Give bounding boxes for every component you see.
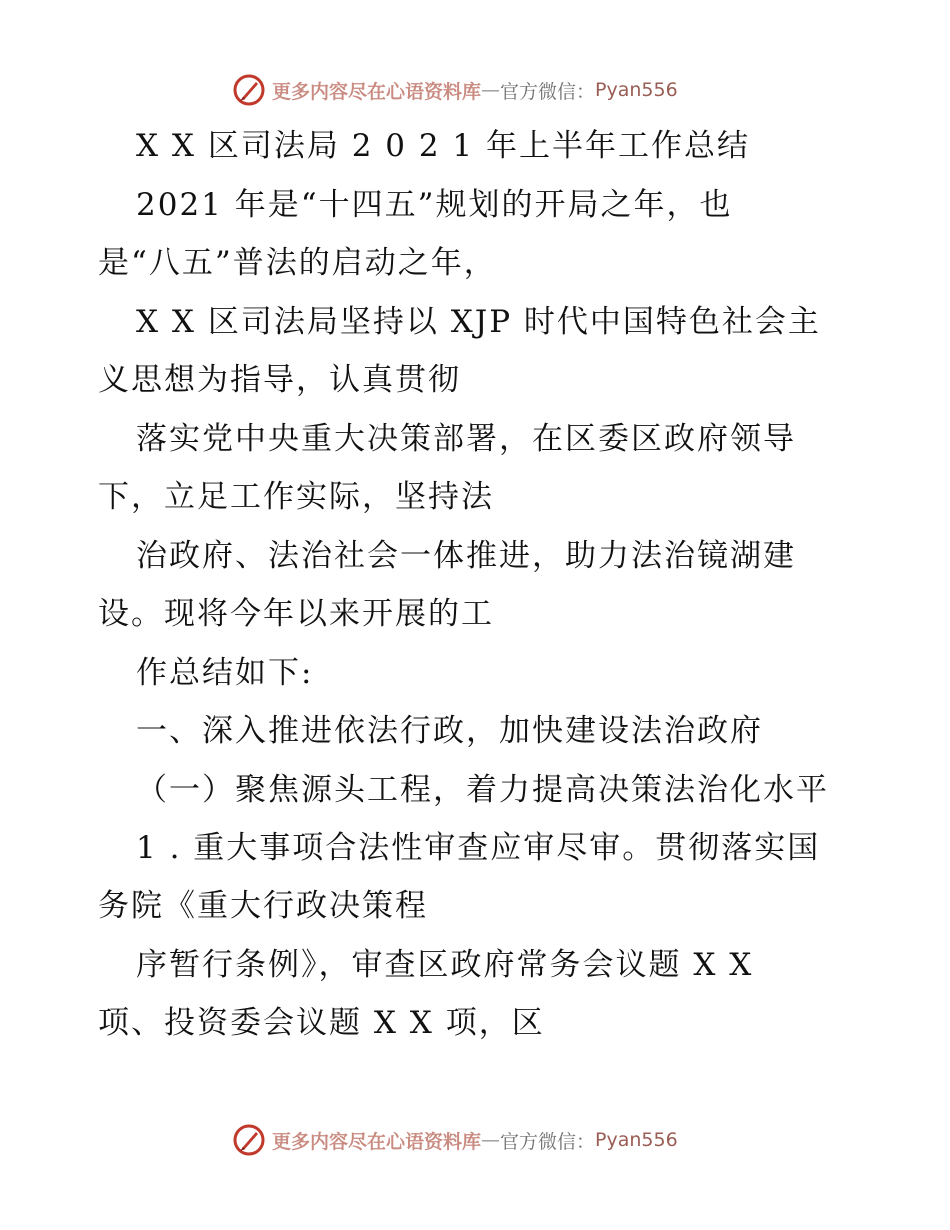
paragraph-line: 是“八五”普法的启动之年， xyxy=(98,245,497,281)
paragraph-line: 序暂行条例》，审查区政府常务会议题 X X xyxy=(136,947,754,983)
watermark-wechat-id: Pyan556 xyxy=(595,79,678,101)
watermark-main-text: 更多内容尽在心语资料库 xyxy=(272,1130,482,1153)
subsection-heading: （一）聚焦源头工程，着力提高决策法治化水平 xyxy=(136,772,829,808)
watermark-dash: — xyxy=(481,1129,501,1151)
document-title: X X 区司法局 2 0 2 1 年上半年工作总结 xyxy=(136,128,751,164)
paragraph-line: 2021 年是“十四五”规划的开局之年，也 xyxy=(136,187,733,223)
paragraph-line: 设。现将今年以来开展的工 xyxy=(98,596,494,632)
paragraph-line: 务院《重大行政决策程 xyxy=(98,888,428,924)
watermark-wechat-id: Pyan556 xyxy=(595,1129,678,1151)
watermark-sub-text: 官方微信： xyxy=(500,1130,596,1153)
watermark-footer xyxy=(232,1122,678,1158)
paragraph-line: 作总结如下: xyxy=(136,655,314,691)
watermark-main-text: 更多内容尽在心语资料库 xyxy=(272,80,482,103)
paragraph-line: 治政府、法治社会一体推进，助力法治镜湖建 xyxy=(136,538,796,574)
watermark-sub-text: 官方微信： xyxy=(500,80,596,103)
paragraph-line: 义思想为指导，认真贯彻 xyxy=(98,362,461,398)
watermark-dash: — xyxy=(481,79,501,101)
section-heading: 一、深入推进依法行政，加快建设法治政府 xyxy=(136,713,763,749)
quill-seal-icon xyxy=(232,1123,266,1157)
paragraph-line: 项、投资委会议题 X X 项，区 xyxy=(98,1005,545,1041)
paragraph-line: 1 . 重大事项合法性审查应审尽审。贯彻落实国 xyxy=(136,830,821,866)
paragraph-line: X X 区司法局坚持以 XJP 时代中国特色社会主 xyxy=(136,304,821,340)
paragraph-line: 下，立足工作实际，坚持法 xyxy=(98,479,494,515)
paragraph-line: 落实党中央重大决策部署，在区委区政府领导 xyxy=(136,421,796,457)
